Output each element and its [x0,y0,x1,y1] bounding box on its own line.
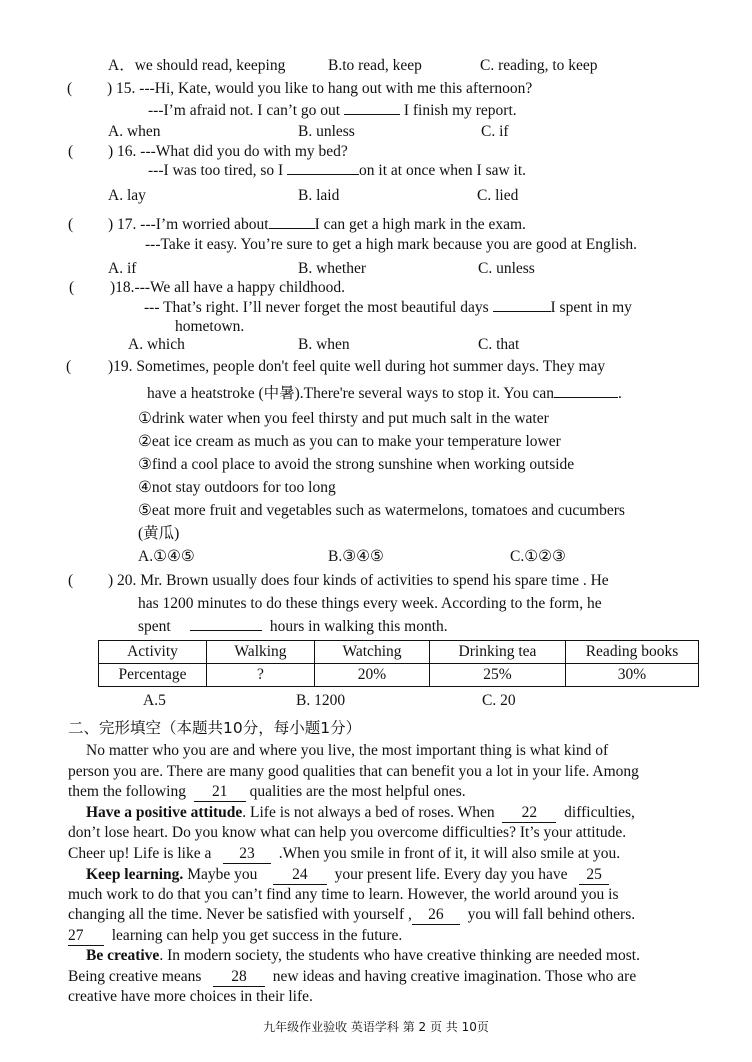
q17-option-b: B. whether [298,260,367,277]
passage-line: them the following 21 qualities are the most helpful ones. [68,783,466,800]
q18-blank [493,311,551,312]
q17-reply: ---Take it easy. You’re sure to get a high mark because you are good at English. [145,236,638,253]
heading-learning: Keep learning. [86,866,184,883]
table-header-row [99,641,699,664]
q16-option-c: C. lied [477,187,519,204]
blank-22: 22 [502,804,556,823]
q20-blank [190,630,262,631]
passage-line: don’t lose heart. Do you know what can help you overcome difficulties? It’s your attitude. [68,824,627,841]
q17-stem: ) 17. ---I’m worried about I can get a high mark in the exam. [108,216,526,233]
table-row [99,664,699,687]
q14-option-a: A．we should read, keeping [108,57,286,74]
q16-blank [287,174,359,175]
q16-option-b: B. laid [298,187,340,204]
heading-creative: Be creative [86,947,160,964]
q19-item-2: ②eat ice cream as much as you can to make your temperature lower [138,433,561,450]
q20-stem-line2: has 1200 minutes to do these things every week. According to the form, he [138,595,602,612]
blank-27: 27 [68,927,104,946]
q18-paren: ( [69,279,75,296]
passage-line: changing all the time. Never be satisfied with yourself , 26 you will fall behind others. [68,906,636,923]
q20-paren: ( [68,572,74,589]
table-cell: ? [207,664,315,687]
q18-option-a: A. which [128,336,185,353]
activity-table [98,640,699,687]
q15-blank [344,114,400,115]
blank-25: 25 [579,866,609,885]
blank-26: 26 [412,906,460,925]
passage-line: Have a positive attitude. Life is not always a bed of roses. When 22 difficulties, [86,804,635,821]
passage-line: creative have more choices in their life. [68,988,313,1005]
q16-paren: ( [68,143,74,160]
blank-21: 21 [194,783,246,802]
q19-paren: ( [66,358,72,375]
q14-option-c: C. reading, to keep [480,57,598,74]
q19-item-5: ⑤eat more fruit and vegetables such as watermelons, tomatoes and cucumbers [138,502,625,519]
table-cell: Walking [207,641,315,664]
passage-line: person you are. There are many good qualities that can benefit you a lot in your life. Among [68,763,639,780]
q17-paren: ( [68,216,74,233]
blank-23: 23 [223,845,271,864]
q17-option-c: C. unless [478,260,535,277]
passage-line: Cheer up! Life is like a 23 .When you smile in front of it, it will also smile at you. [68,845,621,862]
q15-reply: ---I’m afraid not. I can’t go out I finish my report. [148,102,517,119]
passage-line: 27 learning can help you get success in the future. [68,927,403,944]
q16-stem: ) 16. ---What did you do with my bed? [108,143,348,160]
q15-option-b: B. unless [298,123,355,140]
q17-option-a: A. if [108,260,137,277]
passage-line: Being creative means 28 new ideas and having creative imagination. Those who are [68,968,637,985]
q18-reply: --- That’s right. I’ll never forget the most beautiful days I spent in my [144,299,632,316]
q20-option-a: A.5 [143,692,166,709]
table-cell: 20% [315,664,430,687]
q17-blank [269,228,315,229]
q16-option-a: A. lay [108,187,146,204]
q19-item-1: ①drink water when you feel thirsty and put much salt in the water [138,410,549,427]
passage-line: Be creative. In modern society, the students who have creative thinking are needed most. [86,947,640,964]
blank-28: 28 [213,968,265,987]
q15-paren: ( [67,80,73,97]
table-cell: Watching [315,641,430,664]
q16-reply: ---I was too tired, so I on it at once when I saw it. [148,162,527,179]
q20-stem: ) 20. Mr. Brown usually does four kinds of activities to spend his spare time . He [108,572,609,589]
table-cell: Reading books [566,641,699,664]
passage-line: much work to do that you can’t find any time to learn. However, the world around you is [68,886,619,903]
heading-attitude: Have a positive attitude [86,804,243,821]
q18-option-c: C. that [478,336,520,353]
q15-option-a: A. when [108,123,161,140]
q18-option-b: B. when [298,336,350,353]
q19-stem-line2: have a heatstroke (中暑).There're several ways to stop it. You can . [147,385,622,402]
page-footer: 九年级作业验收 英语学科 第 2 页 共 10页 [263,1020,489,1034]
table-cell: Drinking tea [430,641,566,664]
q19-option-a: A.①④⑤ [138,548,195,565]
q19-stem: )19. Sometimes, people don't feel quite well during hot summer days. They may [108,358,606,375]
q15-stem: ) 15. ---Hi, Kate, would you like to hang out with me this afternoon? [107,80,533,97]
table-cell: Activity [99,641,207,664]
q19-item-4: ④not stay outdoors for too long [138,479,336,496]
q19-item-3: ③find a cool place to avoid the strong sunshine when working outside [138,456,575,473]
passage-line: Keep learning. Maybe you 24 your present life. Every day you have 25 [86,866,609,885]
q19-item-5-cont: (黄瓜) [138,525,180,542]
table-cell: 25% [430,664,566,687]
q18-reply-cont: hometown. [175,318,245,335]
table-cell: Percentage [99,664,207,687]
q14-option-b: B.to read, keep [328,57,422,74]
q20-option-b: B. 1200 [296,692,346,709]
q19-blank [554,397,618,398]
q20-option-c: C. 20 [482,692,516,709]
section-title: 二、完形填空（本题共10分，每小题1分） [68,719,362,737]
q18-stem: )18.---We all have a happy childhood. [110,279,346,296]
passage-line: No matter who you are and where you live, the most important thing is what kind of [86,742,609,759]
blank-24: 24 [273,866,327,885]
q19-option-b: B.③④⑤ [328,548,384,565]
table-cell: 30% [566,664,699,687]
q15-option-c: C. if [481,123,509,140]
q19-option-c: C.①②③ [510,548,566,565]
q20-stem-line3: spent hours in walking this month. [138,618,448,635]
